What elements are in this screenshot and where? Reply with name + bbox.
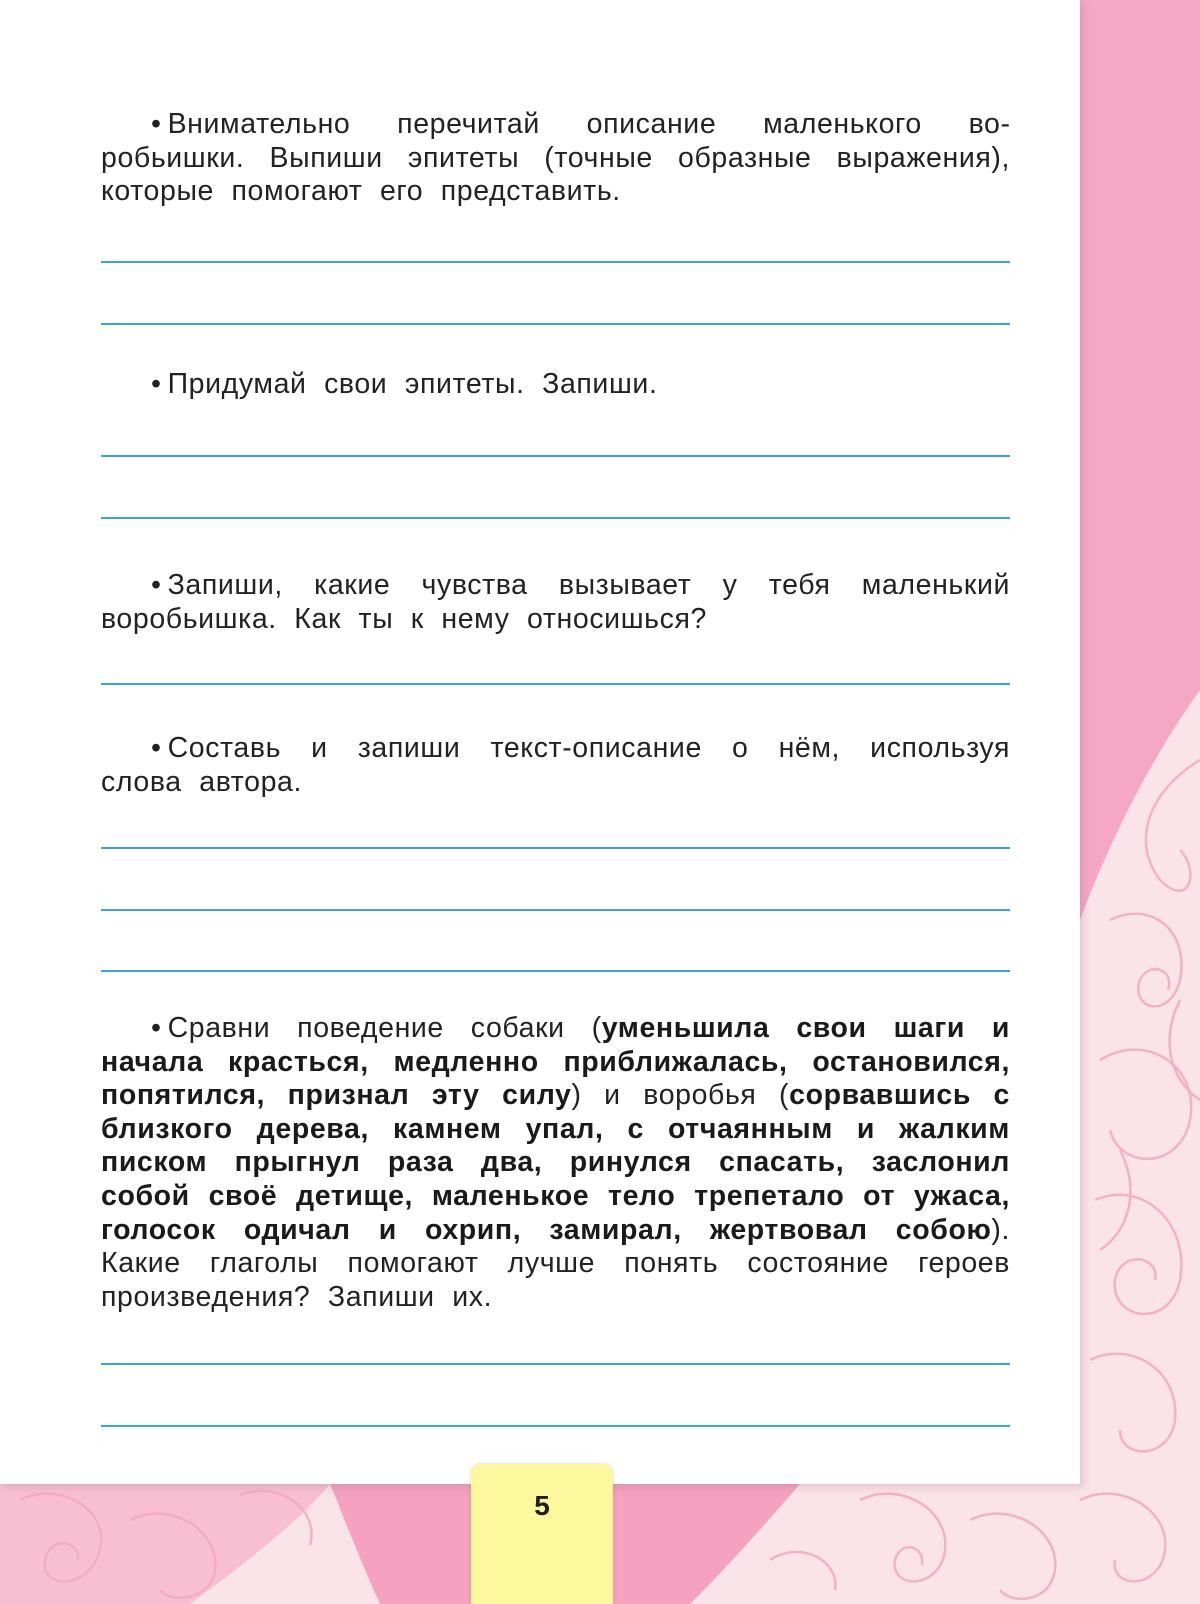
answer-line[interactable] bbox=[101, 847, 1010, 849]
task-5-text-part-1: Сравни поведение собаки ( bbox=[167, 1012, 602, 1044]
page-number-tab bbox=[471, 1464, 613, 1604]
task-4-text: Составь и запиши текст-описание о нём, используя слова автора. bbox=[101, 732, 1010, 798]
task-5-text-part-3: ). Какие глаголы помогают лучше понять состояние героев произведения? Запиши их. bbox=[101, 1213, 1010, 1313]
task-5-sparrow-verbs: сорвавшись с близкого дерева, камнем упал, с отчаянным и жалким писком прыгнул раза два, ринулся спасать, заслонил собой своё детище, маленькое тело трепетало от ужаса, голосок одичал и охрип, замирал, жертвовал собою bbox=[101, 1079, 1010, 1246]
bullet-icon: • bbox=[151, 569, 162, 601]
answer-line[interactable] bbox=[101, 909, 1010, 911]
page-number: 5 bbox=[534, 1490, 550, 1521]
answer-line[interactable] bbox=[101, 517, 1010, 519]
task-5-compare-verbs bbox=[101, 1012, 1010, 1314]
bullet-icon: • bbox=[151, 108, 162, 140]
answer-line[interactable] bbox=[101, 455, 1010, 457]
task-2-text: Придумай свои эпитеты. Запиши. bbox=[167, 368, 658, 400]
answer-line[interactable] bbox=[101, 1363, 1010, 1365]
task-4-description bbox=[101, 732, 1010, 799]
bullet-icon: • bbox=[151, 368, 162, 400]
task-5-text-part-2: ) и воробья ( bbox=[571, 1079, 790, 1112]
task-1-epithets bbox=[101, 108, 1010, 209]
answer-line[interactable] bbox=[101, 1425, 1010, 1427]
answer-line[interactable] bbox=[101, 323, 1010, 325]
bullet-icon: • bbox=[151, 732, 162, 764]
task-1-text: Внимательно перечитай описание маленького воробьишки. Выпиши эпитеты (точные образные выражения), которые помогают его представить. bbox=[101, 108, 1010, 208]
answer-line[interactable] bbox=[101, 261, 1010, 263]
answer-line[interactable] bbox=[101, 683, 1010, 685]
task-5-dog-verbs: уменьшила свои шаги и начала красться, медленно приближалась, остановился, попятился, признал эту силу bbox=[101, 1012, 1010, 1112]
task-3-text: Запиши, какие чувства вызывает у тебя маленький воробьишка. Как ты к нему относишься? bbox=[101, 569, 1010, 635]
task-2-own-epithets bbox=[101, 368, 1010, 402]
task-3-feelings bbox=[101, 569, 1010, 636]
answer-line[interactable] bbox=[101, 970, 1010, 972]
bullet-icon: • bbox=[151, 1012, 162, 1044]
